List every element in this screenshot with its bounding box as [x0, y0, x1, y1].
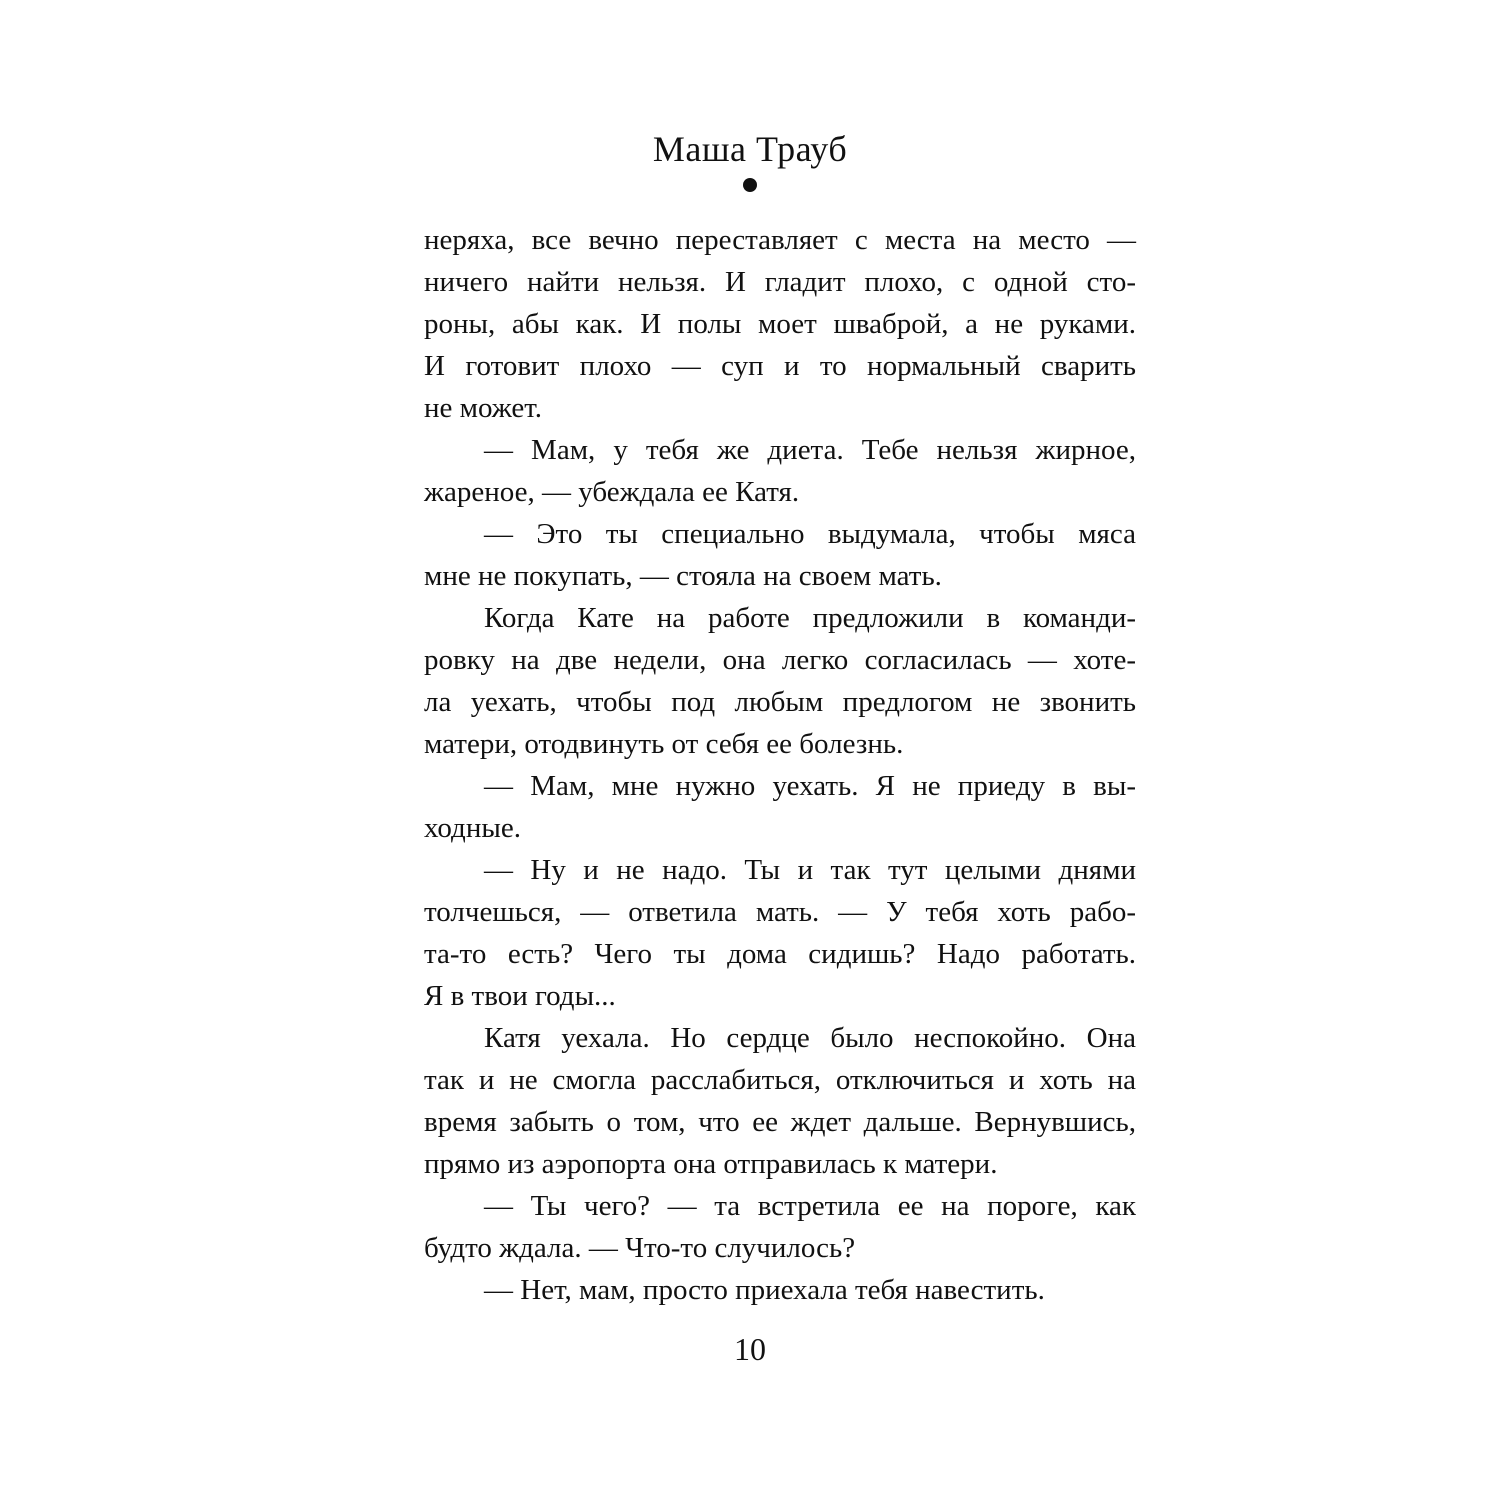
text-line: роны, абы как. И полы моет шваброй, а не руками. — [424, 308, 1136, 340]
text-line: не может. — [424, 392, 543, 424]
text-line: неряха, все вечно переставляет с места на место — — [424, 224, 1136, 256]
text-line: — Мам, мне нужно уехать. Я не приеду в вы- — [484, 770, 1136, 802]
text-line: время забыть о том, что ее ждет дальше. Вернувшись, — [424, 1106, 1136, 1138]
text-line: жареное, — убеждала ее Катя. — [424, 476, 800, 508]
text-line: ходные. — [424, 812, 521, 844]
text-line: будто ждала. — Что-то случилось? — [424, 1232, 856, 1264]
bullet-ornament-icon — [743, 178, 757, 192]
text-line: матери, отодвинуть от себя ее болезнь. — [424, 728, 904, 760]
text-line: Я в твои годы... — [424, 980, 616, 1012]
text-line: И готовит плохо — суп и то нормальный сварить — [424, 350, 1136, 382]
text-line: так и не смогла расслабиться, отключиться и хоть на — [424, 1064, 1136, 1096]
text-line: — Ты чего? — та встретила ее на пороге, как — [484, 1190, 1136, 1222]
text-line: Когда Кате на работе предложили в команди- — [484, 602, 1136, 634]
text-line: — Мам, у тебя же диета. Тебе нельзя жирное, — [484, 434, 1136, 466]
text-line: толчешься, — ответила мать. — У тебя хоть рабо- — [424, 896, 1136, 928]
text-line: Катя уехала. Но сердце было неспокойно. Она — [484, 1022, 1136, 1054]
text-line: мне не покупать, — стояла на своем мать. — [424, 560, 942, 592]
running-head-author: Маша Трауб — [652, 129, 848, 169]
text-line: — Ну и не надо. Ты и так тут целыми днями — [484, 854, 1136, 886]
text-line: — Нет, мам, просто приехала тебя навестить. — [484, 1274, 1045, 1306]
text-line: прямо из аэропорта она отправилась к матери. — [424, 1148, 998, 1180]
text-line: ровку на две недели, она легко согласилась — хоте- — [424, 644, 1136, 676]
page-number: 10 — [734, 1331, 766, 1367]
text-line: ла уехать, чтобы под любым предлогом не звонить — [424, 686, 1136, 718]
text-line: ничего найти нельзя. И гладит плохо, с одной сто- — [424, 266, 1136, 298]
text-line: та-то есть? Чего ты дома сидишь? Надо работать. — [424, 938, 1136, 970]
text-line: — Это ты специально выдумала, чтобы мяса — [484, 518, 1136, 550]
body-text — [424, 219, 1136, 1311]
